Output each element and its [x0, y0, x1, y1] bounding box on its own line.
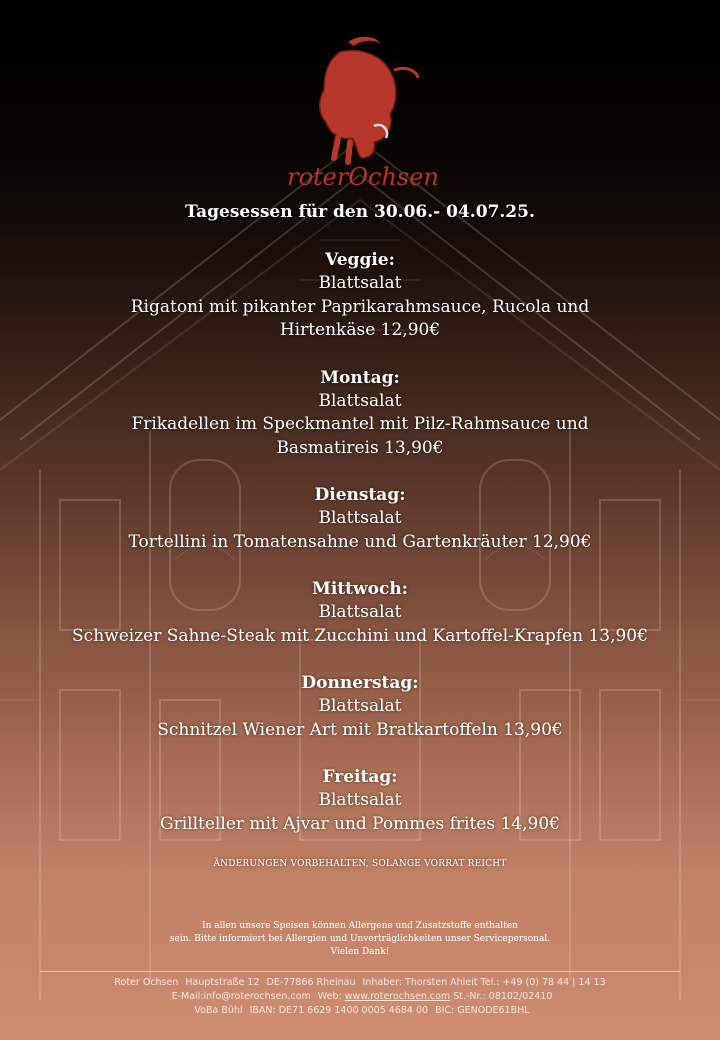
dish-line: Hirtenkäse 12,90€ [279, 320, 441, 340]
dish-line: Blattsalat [318, 273, 402, 293]
menu-section-freitag [0, 765, 720, 836]
roter-ochsen-logo [278, 30, 448, 195]
dish-line: Blattsalat [318, 390, 402, 411]
menu-section-montag [0, 366, 720, 461]
dish-line: Blattsalat [318, 602, 402, 622]
dish-line: Grillteller mit Ajvar und Pommes frites 14,90€ [160, 813, 560, 834]
dish-line: Schweizer Sahne-Steak mit Zucchini und Kartoffel-Krapfen 13,90€ [72, 625, 648, 646]
dish-line: Basmatireis 13,90€ [276, 437, 444, 458]
dish-line: Blattsalat [318, 790, 402, 810]
footer-contact-line [0, 990, 720, 1004]
contact-footer [0, 976, 720, 1018]
footer-address-line [0, 976, 720, 990]
menu-content [0, 200, 720, 869]
dish-line: Schnitzel Wiener Art mit Bratkartoffeln 13,90€ [157, 719, 563, 740]
dish-line: Frikadellen im Speckmantel mit Pilz-Rahmsauce und [131, 414, 589, 434]
tax-number: St.-Nr.: 08102/02410 [453, 991, 553, 1002]
owner-name: Inhaber: Thorsten Ahleit [362, 977, 478, 988]
dish-line: Rigatoni mit pikanter Paprikarahmsauce, Rucola und [130, 296, 590, 317]
menu-section-mittwoch [0, 577, 720, 648]
logo-wordmark: roterOchsen [287, 163, 439, 191]
bull-icon [320, 37, 418, 162]
phone-number: Tel.: +49 (0) 78 44 | 14 13 [480, 977, 606, 988]
footer-divider [40, 971, 680, 972]
bank-name: VoBa Bühl [194, 1005, 243, 1016]
dish-line: Blattsalat [318, 508, 402, 528]
allergy-note-line: In allen unsere Speisen können Allergene und Zusatzstoffe enthalten [202, 921, 518, 931]
section-heading: Veggie: [325, 250, 395, 270]
business-name: Roter Ochsen [114, 977, 179, 988]
allergy-note-line: sein. Bitte informiert bei Allergien und Unverträglichkeiten unser Servicepersonal. [169, 934, 551, 944]
section-heading: Montag: [320, 367, 400, 388]
allergy-note-line: Vielen Dank! [330, 947, 390, 957]
footer-bank-line [0, 1004, 720, 1018]
section-heading: Mittwoch: [312, 579, 408, 599]
email-address: E-Mail:info@roterochsen.com [171, 991, 311, 1002]
street-address: Hauptstraße 12 [185, 977, 260, 988]
menu-title: Tagesessen für den 30.06.- 04.07.25. [185, 202, 535, 222]
website-link[interactable]: www.roterochsen.com [344, 991, 451, 1002]
section-heading: Donnerstag: [301, 673, 419, 693]
availability-notice: ÄNDERUNGEN VORBEHALTEN, SOLANGE VORRAT REICHT [213, 859, 507, 869]
allergy-note [0, 920, 720, 959]
menu-section-dienstag [0, 483, 720, 554]
city-address: DE-77866 Rheinau [266, 977, 356, 988]
dish-line: Blattsalat [318, 696, 402, 716]
menu-section-donnerstag [0, 671, 720, 742]
bic: BIC: GENODE61BHL [435, 1005, 530, 1016]
web-label: Web: [317, 991, 342, 1002]
menu-section-veggie [0, 248, 720, 343]
iban: IBAN: DE71 6629 1400 0005 4684 00 [249, 1005, 429, 1016]
dish-line: Tortellini in Tomatensahne und Gartenkräuter 12,90€ [128, 531, 592, 552]
section-heading: Dienstag: [314, 485, 406, 505]
section-heading: Freitag: [322, 767, 398, 787]
